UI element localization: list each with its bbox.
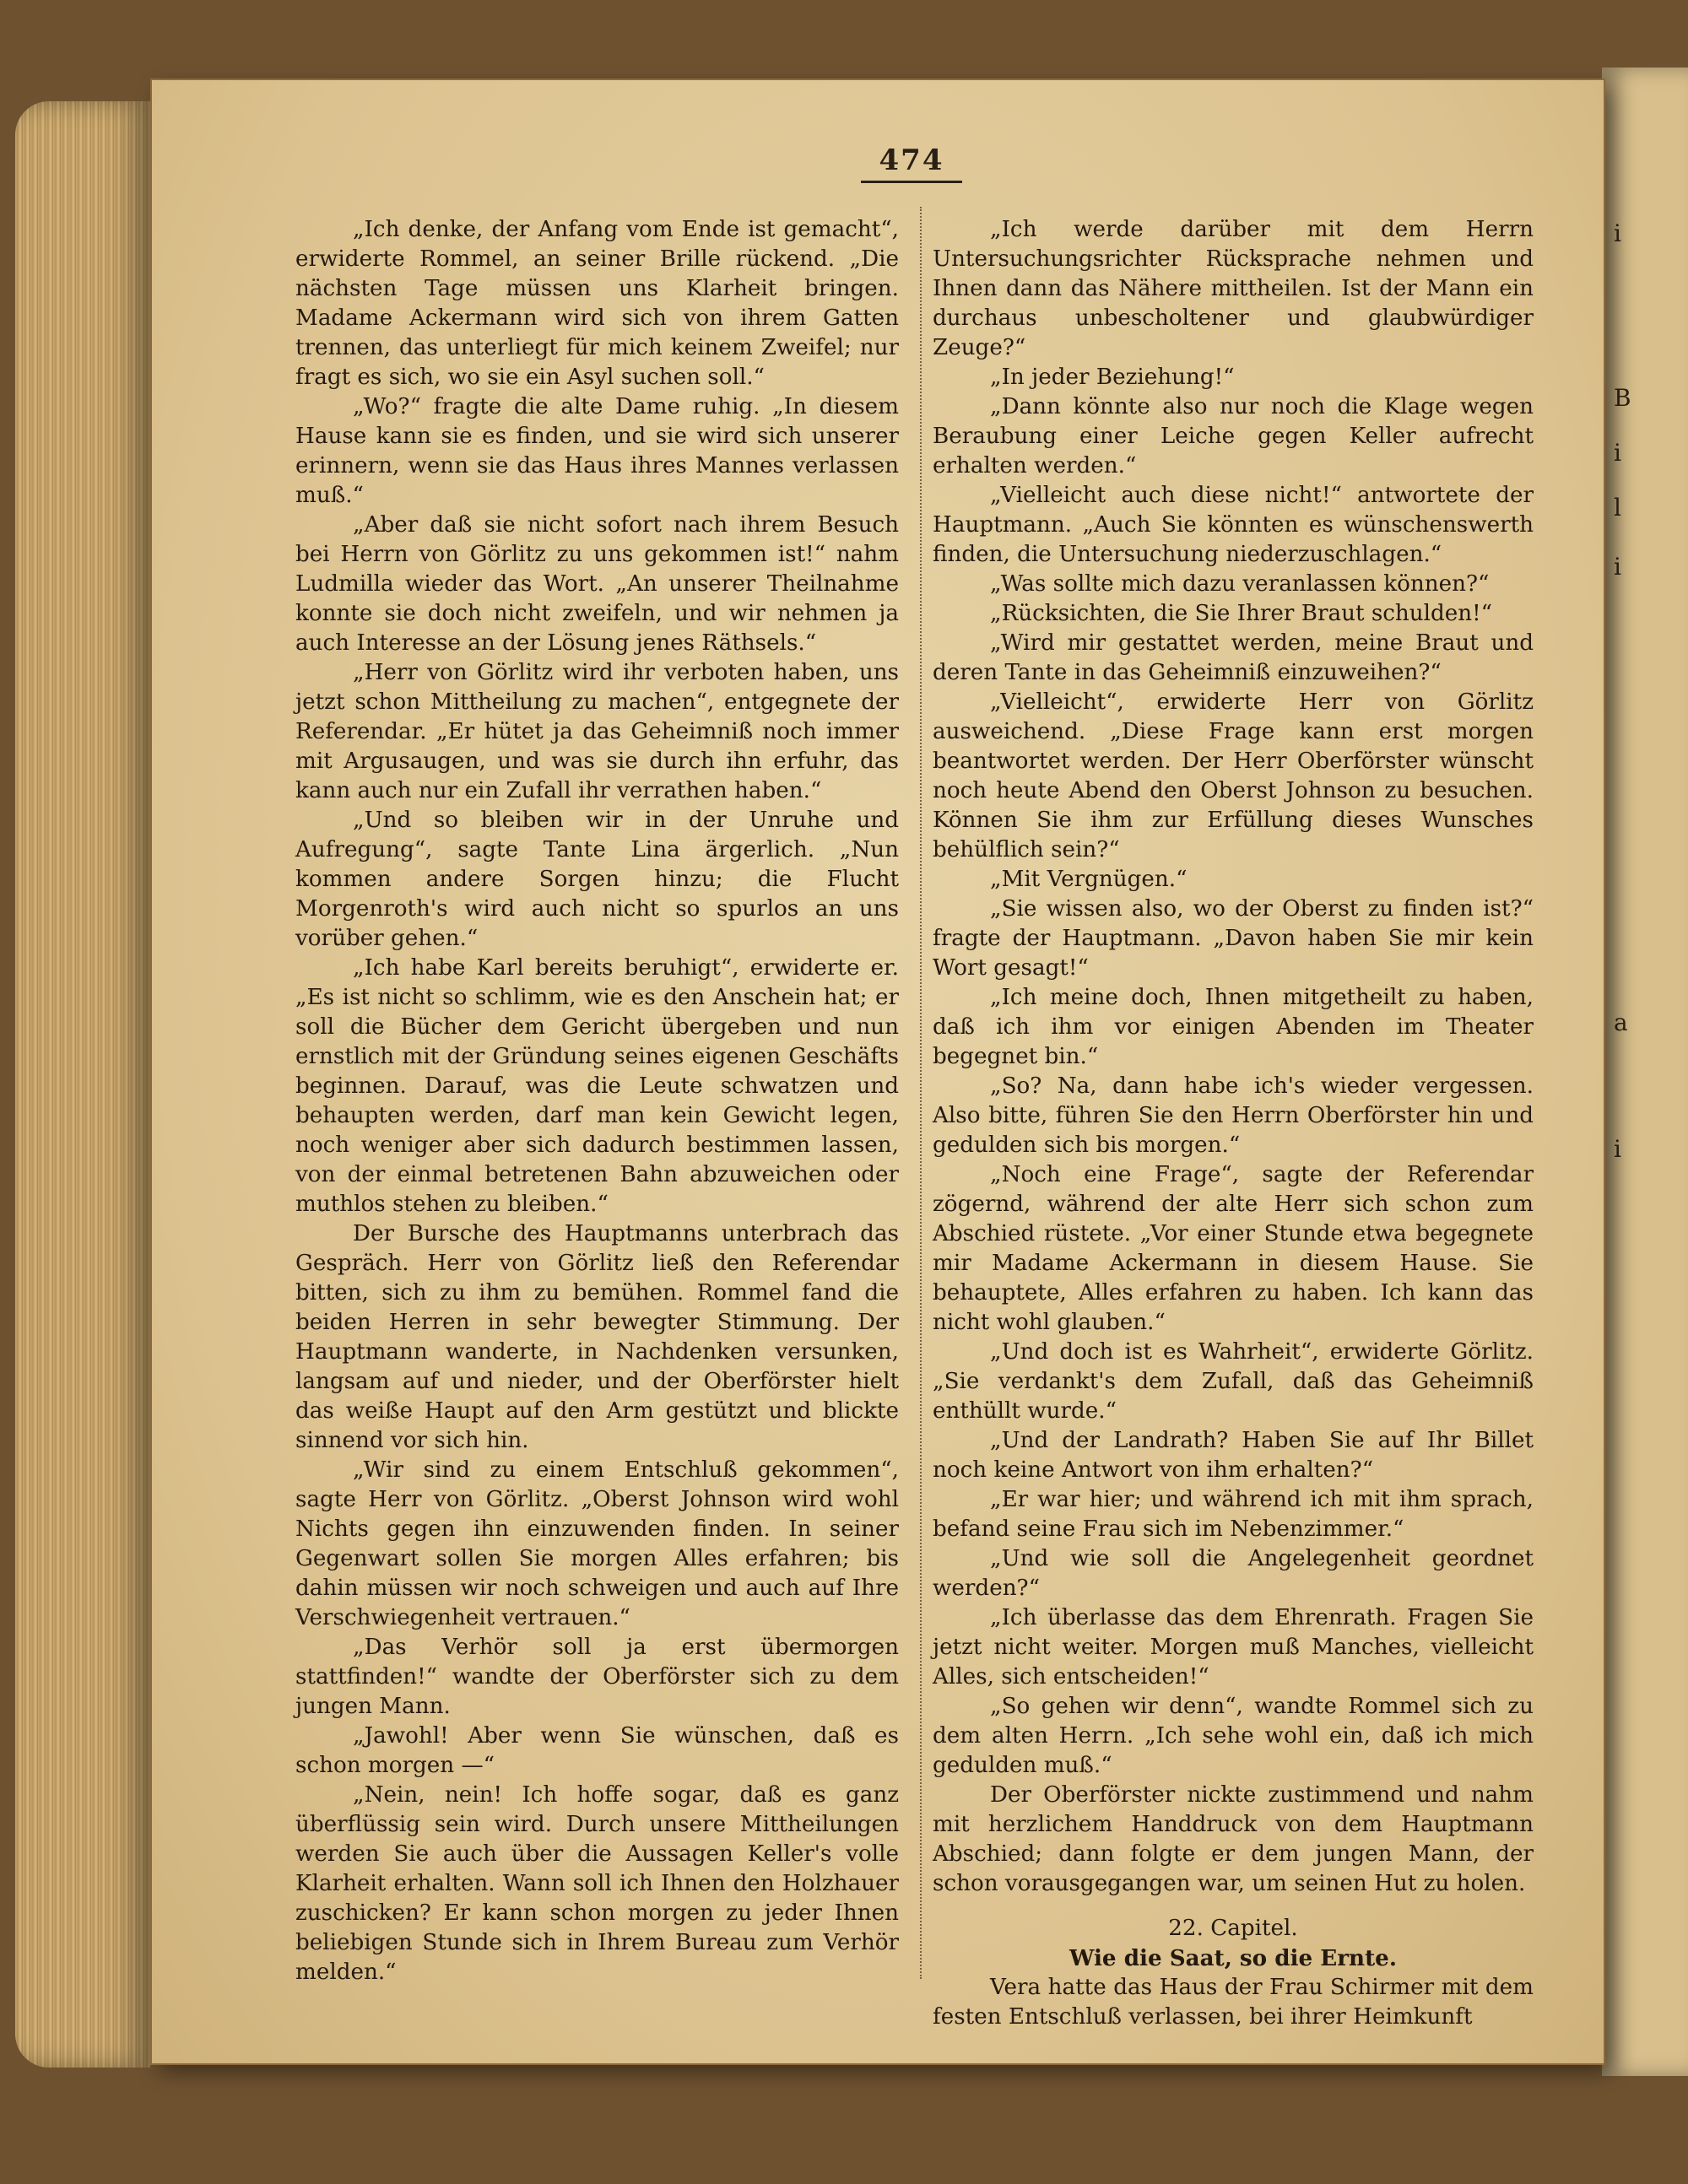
paragraph: „Er war hier; und während ich mit ihm sprach, befand seine Frau sich im Nebenzimmer.“	[933, 1487, 1534, 1542]
next-page-fragment: i	[1614, 439, 1621, 467]
paragraph: „Ich werde darüber mit dem Herrn Untersuchungsrichter Rücksprache nehmen und Ihnen dann das Nähere mittheilen. Ist der Mann ein durchaus unbescholtener und glaubwürdiger Zeuge?“	[933, 217, 1534, 360]
chapter-title: Wie die Saat, so die Ernte.	[1069, 1945, 1397, 1971]
adjacent-page-edge	[1602, 68, 1688, 2076]
paragraph: „Dann könnte also nur noch die Klage wegen Beraubung einer Leiche gegen Keller aufrecht erhalten werden.“	[933, 394, 1534, 478]
paragraph: „Herr von Görlitz wird ihr verboten haben, uns jetzt schon Mittheilung zu machen“, entgegnete der Referendar. „Er hütet ja das Geheimniß noch immer mit Argusaugen, und was sie durch ihn erfuhr, das kann auch nur ein Zufall ihr verrathen haben.“	[295, 660, 899, 803]
paragraph: „Und der Landrath? Haben Sie auf Ihr Billet noch keine Antwort von ihm erhalten?“	[933, 1428, 1534, 1483]
paragraph: „Was sollte mich dazu veranlassen können?“	[990, 571, 1490, 597]
paragraph: „Vielleicht“, erwiderte Herr von Görlitz ausweichend. „Diese Frage kann erst morgen beantwortet werden. Der Herr Oberförster wünscht noch heute Abend den Oberst Johnson zu besuchen. Können Sie ihm zur Erfüllung dieses Wunsches behülflich sein?“	[933, 689, 1534, 862]
page-number: 474	[861, 143, 962, 183]
book-page-edges	[15, 101, 150, 2068]
next-page-fragment: i	[1614, 1135, 1621, 1163]
paragraph: „Ich meine doch, Ihnen mitgetheilt zu haben, daß ich ihm vor einigen Abenden im Theater begegnet bin.“	[933, 985, 1534, 1069]
paragraph: „In jeder Beziehung!“	[990, 365, 1235, 390]
paragraph: „Sie wissen also, wo der Oberst zu finden ist?“ fragte der Hauptmann. „Davon haben Sie mir kein Wort gesagt!“	[933, 896, 1534, 981]
paragraph: „So? Na, dann habe ich's wieder vergessen. Also bitte, führen Sie den Herrn Oberförster hin und gedulden sich bis morgen.“	[933, 1073, 1534, 1158]
paragraph: „Nein, nein! Ich hoffe sogar, daß es ganz überflüssig sein wird. Durch unsere Mittheilungen werden Sie auch über die Aussagen Keller's volle Klarheit erhalten. Wann soll ich Ihnen den Holzhauer zuschicken? Er kann schon morgen zu jeder Ihnen beliebigen Stunde sich in Ihrem Bureau zum Verhör melden.“	[295, 1782, 899, 1985]
paragraph: „Das Verhör soll ja erst übermorgen stattfinden!“ wandte der Oberförster sich zu dem jungen Mann.	[295, 1635, 899, 1719]
left-text-column	[295, 215, 899, 1987]
next-page-fragment: i	[1614, 219, 1621, 247]
paragraph: Der Oberförster nickte zustimmend und nahm mit herzlichem Handdruck von dem Hauptmann Abschied; dann folgte er dem jungen Mann, der schon vorausgegangen war, um seinen Hut zu holen.	[933, 1782, 1534, 1896]
paragraph: „Mit Vergnügen.“	[990, 867, 1188, 892]
paragraph: Vera hatte das Haus der Frau Schirmer mit dem festen Entschluß verlassen, bei ihrer Heimkunft	[933, 1975, 1534, 2030]
paragraph: „Ich habe Karl bereits beruhigt“, erwiderte er. „Es ist nicht so schlimm, wie es den Anschein hat; er soll die Bücher dem Gericht übergeben und nun ernstlich mit der Gründung seines eigenen Geschäfts beginnen. Darauf, was die Leute schwatzen und behaupten werden, darf man kein Gewicht legen, noch weniger aber sich dadurch bestimmen lassen, von der einmal betretenen Bahn abzuweichen oder muthlos stehen zu bleiben.“	[295, 955, 899, 1217]
paragraph: „Noch eine Frage“, sagte der Referendar zögernd, während der alte Herr sich schon zum Abschied rüstete. „Vor einer Stunde etwa begegnete mir Madame Ackermann in diesem Hause. Sie behauptete, Alles erfahren zu haben. Ich kann das nicht wohl glauben.“	[933, 1162, 1534, 1335]
next-page-fragment: i	[1614, 553, 1621, 581]
paragraph: „Und wie soll die Angelegenheit geordnet werden?“	[933, 1546, 1534, 1601]
column-divider	[920, 207, 922, 1979]
paragraph: „Wir sind zu einem Entschluß gekommen“, sagte Herr von Görlitz. „Oberst Johnson wird wohl Nichts gegen ihn einzuwenden finden. In seiner Gegenwart sollen Sie morgen Alles erfahren; bis dahin müssen wir noch schweigen und auch auf Ihre Verschwiegenheit vertrauen.“	[295, 1457, 899, 1630]
chapter-number: 22. Capitel.	[1168, 1916, 1298, 1941]
next-page-fragment: l	[1614, 494, 1621, 522]
next-page-fragment: B	[1614, 384, 1631, 412]
paragraph: „Ich überlasse das dem Ehrenrath. Fragen Sie jetzt nicht weiter. Morgen muß Manches, vielleicht Alles, sich entscheiden!“	[933, 1605, 1534, 1689]
paragraph: „So gehen wir denn“, wandte Rommel sich zu dem alten Herrn. „Ich sehe wohl ein, daß ich mich gedulden muß.“	[933, 1694, 1534, 1778]
paragraph: „Wo?“ fragte die alte Dame ruhig. „In diesem Hause kann sie es finden, und sie wird sich unserer erinnern, wenn sie das Haus ihres Mannes verlassen muß.“	[295, 394, 899, 508]
paragraph: „Jawohl! Aber wenn Sie wünschen, daß es schon morgen —“	[295, 1723, 899, 1778]
paragraph: „Wird mir gestattet werden, meine Braut und deren Tante in das Geheimniß einzuweihen?“	[933, 630, 1534, 685]
paragraph: „Aber daß sie nicht sofort nach ihrem Besuch bei Herrn von Görlitz zu uns gekommen ist!“ nahm Ludmilla wieder das Wort. „An unserer Theilnahme konnte sie doch nicht zweifeln, und wir nehmen ja auch Interesse an der Lösung jenes Räthsels.“	[295, 512, 899, 656]
right-text-column	[933, 215, 1534, 2032]
paragraph: „Ich denke, der Anfang vom Ende ist gemacht“, erwiderte Rommel, an seiner Brille rückend. „Die nächsten Tage müssen uns Klarheit bringen. Madame Ackermann wird sich von ihrem Gatten trennen, das unterliegt für mich keinem Zweifel; nur fragt es sich, wo sie ein Asyl suchen soll.“	[295, 217, 899, 390]
paragraph: „Und so bleiben wir in der Unruhe und Aufregung“, sagte Tante Lina ärgerlich. „Nun kommen andere Sorgen hinzu; die Flucht Morgenroth's wird auch nicht so spurlos an uns vorüber gehen.“	[295, 808, 899, 951]
next-page-fragment: a	[1614, 1008, 1628, 1036]
paragraph: „Vielleicht auch diese nicht!“ antwortete der Hauptmann. „Auch Sie könnten es wünschenswerth finden, die Untersuchung niederzuschlagen.“	[933, 483, 1534, 567]
paragraph: „Rücksichten, die Sie Ihrer Braut schulden!“	[990, 601, 1493, 626]
paragraph: Der Bursche des Hauptmanns unterbrach das Gespräch. Herr von Görlitz ließ den Referendar bitten, sich zu ihm zu bemühen. Rommel fand die beiden Herren in sehr bewegter Stimmung. Der Hauptmann wanderte, in Nachdenken versunken, langsam auf und nieder, und der Oberförster hielt das weiße Haupt auf den Arm gestützt und blickte sinnend vor sich hin.	[295, 1221, 899, 1453]
paragraph: „Und doch ist es Wahrheit“, erwiderte Görlitz. „Sie verdankt's dem Zufall, daß das Geheimniß enthüllt wurde.“	[933, 1339, 1534, 1424]
